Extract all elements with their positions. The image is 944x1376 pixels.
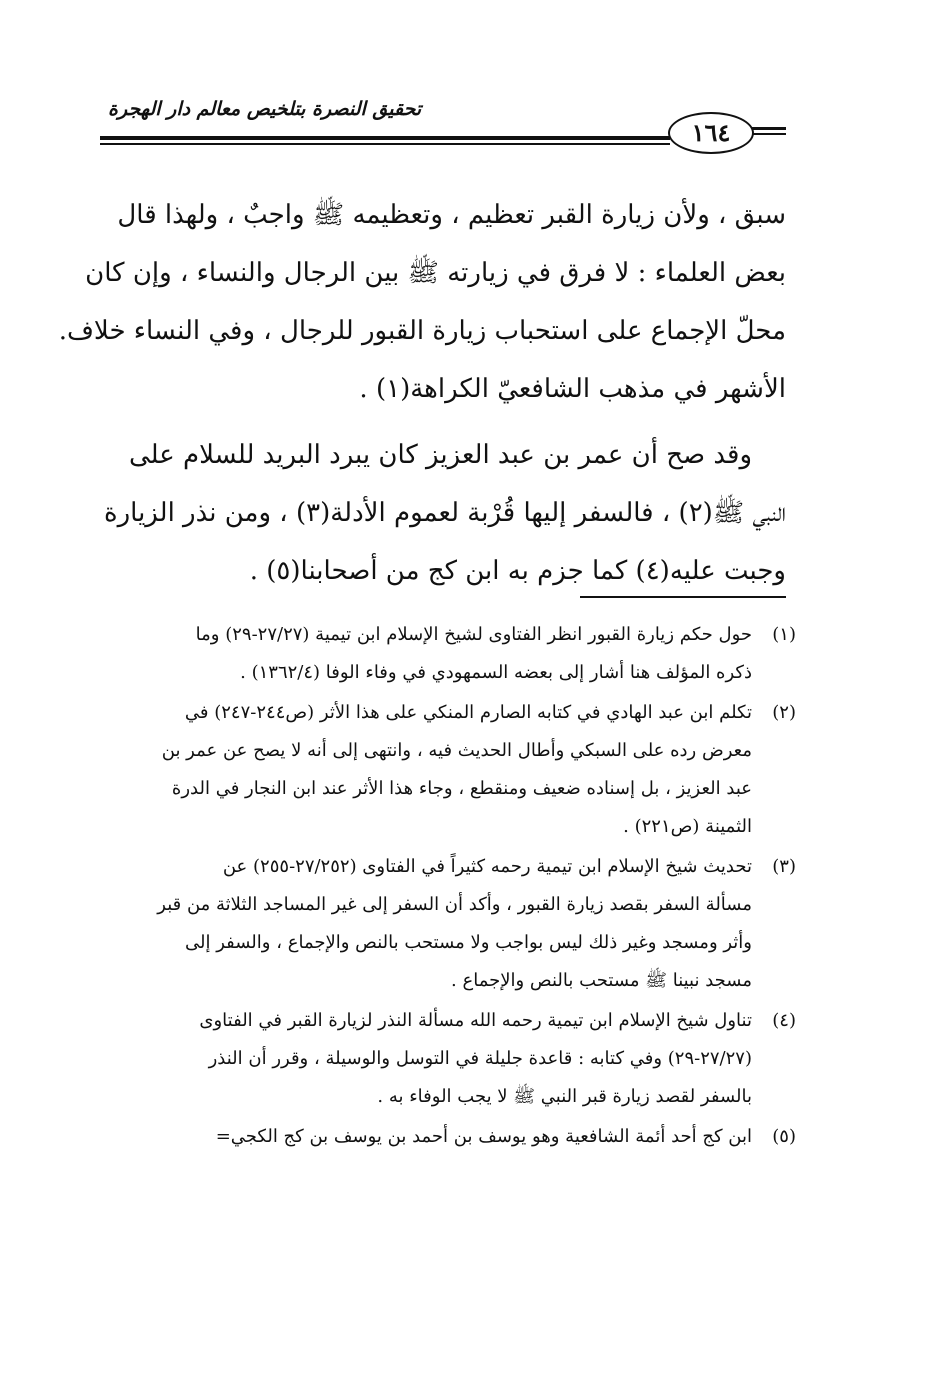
header-rule — [100, 136, 670, 140]
footnote-line: مسجد نبينا ﷺ مستحب بالنص والإجماع . — [451, 970, 752, 991]
page-number: ١٦٤ — [668, 112, 754, 154]
footnote-line: ابن كج أحد أئمة الشافعية وهو يوسف بن أحمد بن يوسف بن كج الكجي= — [215, 1126, 752, 1147]
footnote-mark: (٥) — [772, 1126, 796, 1147]
footnote-line: وأثر ومسجد وغير ذلك ليس بواجب ولا مستحب بالنص والإجماع ، والسفر إلى — [185, 932, 752, 953]
footnote-line: مسألة السفر بقصد زيارة القبور ، وأكد أن السفر إلى غير المساجد الثلاثة من قبر — [157, 894, 752, 915]
footnote-separator — [580, 596, 786, 598]
footnote-mark: (٢) — [772, 702, 796, 723]
text-line: وقد صح أن عمر بن عبد العزيز كان يبرد البريد للسلام على — [128, 440, 752, 470]
footnote-line: حول حكم زيارة القبور انظر الفتاوى لشيخ الإسلام ابن تيمية (٢٧/٢٧-٢٩) وما — [195, 624, 752, 645]
footnote-1 — [106, 616, 796, 692]
footnote-2 — [106, 694, 796, 846]
footnote-line: الثمينة (ص٢٢١) . — [623, 816, 752, 837]
footnote-line: تناول شيخ الإسلام ابن تيمية رحمه الله مسألة النذر لزيارة القبر في الفتاوى — [199, 1010, 752, 1031]
footnote-line: (٢٧/٢٧-٢٩) وفي كتابه : قاعدة جليلة في التوسل والوسيلة ، وقرر أن النذر — [208, 1048, 752, 1069]
text-line: وجبت عليه(٤) كما جزم به ابن كج من أصحابنا(٥) . — [249, 556, 786, 586]
footnote-mark: (١) — [772, 624, 796, 645]
paragraph-1 — [58, 186, 786, 418]
text-line: النبي ﷺ(٢) ، فالسفر إليها قُرْبة لعموم الأدلة(٣) ، ومن نذر الزيارة — [103, 498, 786, 528]
text-line: الأشهر في مذهب الشافعيّ الكراهة(١) . — [359, 374, 786, 404]
running-title: تحقيق النصرة بتلخيص معالم دار الهجرة — [108, 98, 422, 120]
main-text — [58, 186, 786, 600]
header-rule-tail — [752, 127, 786, 130]
footnote-3 — [106, 848, 796, 1000]
footnote-line: معرض رده على السبكي وأطال الحديث فيه ، وانتهى إلى أنه لا يصح عن عمر بن — [161, 740, 752, 761]
footnote-line: عبد العزيز ، بل إسناده ضعيف ومنقطع ، وجاء هذا الأثر عند ابن النجار في الدرة — [171, 778, 752, 799]
footnote-line: بالسفر لقصد زيارة قبر النبي ﷺ لا يجب الوفاء به . — [377, 1086, 752, 1107]
footnote-mark: (٤) — [772, 1010, 796, 1031]
footnote-line: تكلم ابن عبد الهادي في كتابه الصارم المنكي على هذا الأثر (ص٢٤٤-٢٤٧) في — [184, 702, 752, 723]
footnote-line: ذكره المؤلف هنا أشار إلى بعضه السمهودي في وفاء الوفا (١٣٦٢/٤) . — [240, 662, 752, 683]
text-line: سبق ، ولأن زيارة القبر تعظيم ، وتعظيمه ﷺ واجبٌ ، ولهذا قال — [117, 200, 786, 230]
footnote-5 — [106, 1118, 796, 1156]
footnote-mark: (٣) — [772, 856, 796, 877]
text-line: بعض العلماء : لا فرق في زيارته ﷺ بين الرجال والنساء ، وإن كان — [85, 258, 786, 288]
footnote-line: تحديث شيخ الإسلام ابن تيمية رحمه كثيراً في الفتاوى (٢٧/٢٥٢-٢٥٥) عن — [222, 856, 752, 877]
paragraph-2 — [103, 426, 786, 600]
header-rule-thin — [100, 143, 670, 145]
footnotes — [106, 616, 796, 1156]
footnote-4 — [106, 1002, 796, 1116]
header-rule-tail-thin — [752, 133, 786, 135]
text-line: محلّ الإجماع على استحباب زيارة القبور للرجال ، وفي النساء خلاف. — [58, 316, 786, 346]
